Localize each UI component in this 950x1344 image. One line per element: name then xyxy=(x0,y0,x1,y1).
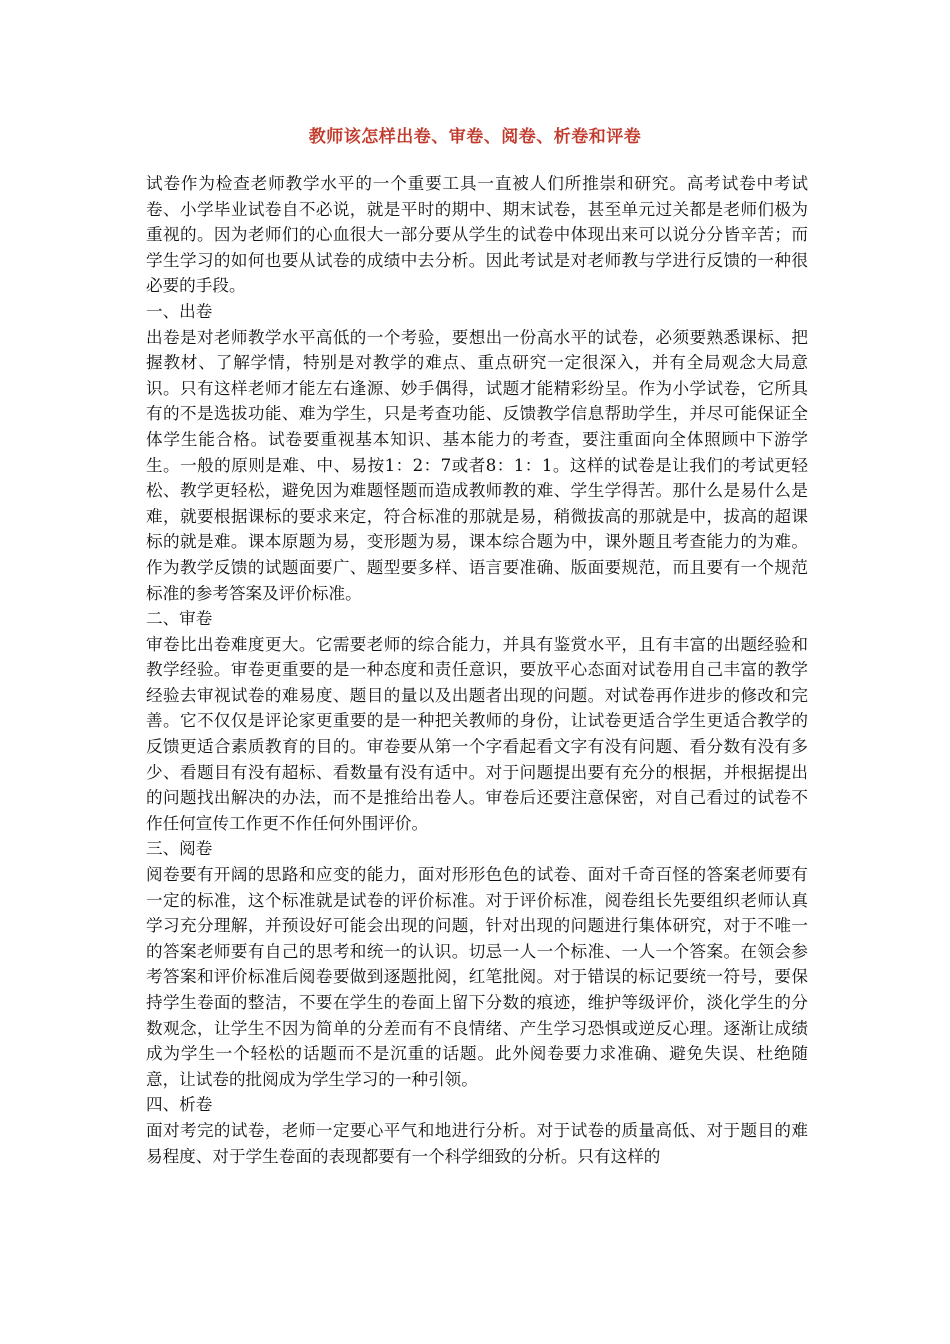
section-paragraph-chujuan: 出卷是对老师教学水平高低的一个考验，要想出一份高水平的试卷，必须要熟悉课标、把握教材、了解学情，特别是对教学的难点、重点研究一定很深入，并有全局观念大局意识。只有这样老师才能左右逢源、妙手偶得，试题才能精彩纷呈。作为小学试卷，它所具有的不是选拔功能、难为学生，只是考查功能、反馈教学信息帮助学生，并尽可能保证全体学生能合格。试卷要重视基本知识、基本能力的考查，要注重面向全体照顾中下游学生。一般的原则是难、中、易按1：2：7或者8：1：1。这样的试卷是让我们的考试更轻松、教学更轻松，避免因为难题怪题而造成教师教的难、学生学得苦。那什么是易什么是难，就要根据课标的要求来定，符合标准的那就是易，稍微拔高的那就是中，拔高的超课标的就是难。课本原题为易，变形题为易，课本综合题为中，课外题且考查能力的为难。作为教学反馈的试题面要广、题型要多样、语言要准确、版面要规范，而且要有一个规范标准的参考答案及评价标准。 xyxy=(146,327,808,603)
section-heading-chujuan: 一、出卷 xyxy=(146,301,213,321)
intro-paragraph: 试卷作为检查老师教学水平的一个重要工具一直被人们所推崇和研究。高考试卷中考试卷、小学毕业试卷自不必说，就是平时的期中、期末试卷，甚至单元过关都是老师们极为重视的。因为老师们的心血很大一部分要从学生的试卷中体现出来可以说分分皆辛苦；而学生学习的如何也要从试卷的成绩中去分析。因此考试是对老师教与学进行反馈的一种很必要的手段。 xyxy=(146,174,808,296)
section-heading-yuejuan: 三、阅卷 xyxy=(146,839,213,859)
section-paragraph-shenjuan: 审卷比出卷难度更大。它需要老师的综合能力，并具有鉴赏水平，且有丰富的出题经验和教学经验。审卷更重要的是一种态度和责任意识，要放平心态面对试卷用自己丰富的教学经验去审视试卷的难易度、题目的量以及出题者出现的问题。对试卷再作进步的修改和完善。它不仅仅是评论家更重要的是一种把关教师的身份，让试卷更适合学生更适合教学的反馈更适合素质教育的目的。审卷要从第一个字看起看文字有没有问题、看分数有没有多少、看题目有没有超标、看数量有没有适中。对于问题提出要有充分的根据，并根据提出的问题找出解决的办法，而不是推给出卷人。审卷后还要注意保密，对自己看过的试卷不作任何宣传工作更不作任何外围评价。 xyxy=(146,634,808,833)
section-paragraph-xijuan: 面对考完的试卷，老师一定要心平气和地进行分析。对于试卷的质量高低、对于题目的难易程度、对于学生卷面的表现都要有一个科学细致的分析。只有这样的 xyxy=(146,1120,808,1166)
document-title: 教师该怎样出卷、审卷、阅卷、析卷和评卷 xyxy=(308,127,642,147)
section-heading-xijuan: 四、析卷 xyxy=(146,1095,213,1115)
section-paragraph-yuejuan: 阅卷要有开阔的思路和应变的能力，面对形形色色的试卷、面对千奇百怪的答案老师要有一定的标准，这个标准就是试卷的评价标准。对于评价标准，阅卷组长先要组织老师认真学习充分理解，并预设好可能会出现的问题，针对出现的问题进行集体研究，对于不唯一的答案老师要有自己的思考和统一的认识。切忌一人一个标准、一人一个答案。在领会参考答案和评价标准后阅卷要做到逐题批阅，红笔批阅。对于错误的标记要统一符号，要保持学生卷面的整洁，不要在学生的卷面上留下分数的痕迹，维护等级评价，淡化学生的分数观念，让学生不因为简单的分差而有不良情绪、产生学习恐惧或逆反心理。逐渐让成绩成为学生一个轻松的话题而不是沉重的话题。此外阅卷要力求准确、避免失误、杜绝随意，让试卷的批阅成为学生学习的一种引领。 xyxy=(146,865,808,1089)
section-heading-shenjuan: 二、审卷 xyxy=(146,609,213,629)
document-body xyxy=(146,171,808,1169)
